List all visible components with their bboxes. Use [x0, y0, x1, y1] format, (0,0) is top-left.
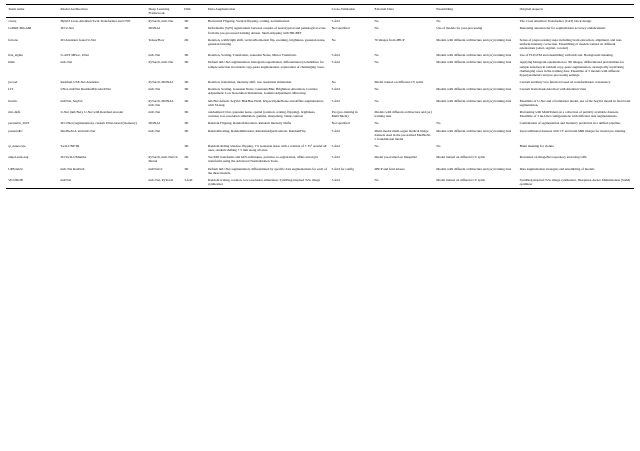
cell-original-aspects: Used additional datasets with CT and brain MRI images for model pre-training: [519, 128, 626, 133]
cell-team-name: lnrcmc: [8, 98, 18, 103]
cell-dim: 3D: [184, 143, 189, 148]
col-ensembling: Ensembling: [436, 6, 454, 11]
col-framework: Deep Learning Framework: [148, 6, 170, 15]
cell-data-augmentation: Horizontal Flipping, Vertical flipping, scaling, normalization: [207, 19, 290, 24]
cell-data-augmentation: RandomScaling, RandomRotation, RandomAdjustContrast, RandomFlip: [207, 128, 306, 133]
cell-framework: PyTorch, MONAI, nnU-Net: [148, 98, 174, 107]
cell-framework: nnU-Net, PyTorch: [148, 177, 174, 182]
cell-data-augmentation: Rotation, Scaling, Gaussian Noise, Gaussian Blur, Brightness Alteration, Contrast Adjustment, Low Resolution Simulation, Gamma Adjustment, Mirroring.: [207, 87, 318, 96]
cell-framework: PyTorch, MONAI: [148, 79, 173, 84]
col-cross-validation: Cross-Validation: [331, 6, 356, 11]
table-row: [6, 78, 634, 85]
cell-ensembling: [434, 78, 517, 85]
cell-model-architecture: Swin UNETR: [60, 143, 80, 148]
col-team-name: Team name: [8, 6, 25, 11]
cell-external-data: dHCP and fetal atlases: [374, 166, 405, 171]
cell-dim: 3D: [184, 109, 189, 114]
cell-model-architecture: UNet, nnUNet ResidualEncoderUNet: [60, 87, 111, 92]
cell-framework: PyTorch, nnU-Net: [148, 60, 174, 65]
cell-ensembling: No: [436, 19, 441, 24]
table-row: [6, 142, 634, 153]
cell-external-data: No: [374, 53, 379, 58]
cell-dim: 3D: [184, 60, 189, 65]
col-original-aspects: Original Aspects: [519, 6, 543, 11]
cell-ensembling: Models with different architecture and (or) training data: [436, 53, 512, 58]
table-row: [6, 165, 634, 176]
cell-team-name: qt_neurocyte: [8, 143, 26, 148]
cell-model-architecture: 2D Swin-UMamba: [60, 155, 87, 160]
cell-framework: nnU-Net: [148, 53, 161, 58]
cell-dim: 3D: [184, 53, 189, 58]
cell-model-architecture: 3D UNet (segmentation), custom UNet-based (biometry): [60, 121, 137, 126]
cell-external-data: Multi-modal multi-organ medical image datasets used in the pre-trained MedNeXt-L foundational model: [374, 128, 432, 141]
cell-dim: 2D: [184, 37, 189, 42]
cell-cross-validation: 5-fold: [331, 98, 340, 103]
cell-external-data: No: [374, 60, 379, 65]
cell-framework: nnU-Net: [148, 128, 161, 133]
cell-cross-validation: 5-fold: [331, 128, 340, 133]
cell-cross-validation: 5-fold: [331, 60, 340, 65]
cell-original-aspects: The Cross Attention Transformer (CAT) block design.: [519, 19, 592, 24]
cell-external-data: Model trained on different CV splits: [374, 79, 424, 84]
cell-original-aspects: Custom brain mask detection with Attention Unet: [519, 87, 587, 92]
cell-team-name: cwerq: [8, 19, 17, 24]
cell-ensembling: Models with different architecture and (or) training data: [436, 166, 512, 171]
cell-external-data: No: [374, 87, 379, 92]
cell-model-architecture: nnU-Net: [60, 60, 73, 65]
cell-team-name: feta_sigma: [8, 53, 23, 58]
cell-model-architecture: 3D U-Net: [60, 26, 74, 31]
cell-data-augmentation: Default nnU-Net augmentation; differentiated by specific data augmentations for each of the three models.: [207, 166, 327, 175]
cell-cross-validation: No: [331, 37, 336, 42]
cell-framework: MONAI: [148, 121, 160, 126]
cell-cross-validation: 5-fold: [331, 143, 340, 148]
cell-external-data: No: [374, 177, 379, 182]
methods-summary-table: [6, 4, 634, 189]
cell-cross-validation: 5-fold: [331, 53, 340, 58]
cell-dim: 3D: [184, 26, 189, 31]
table-row: [6, 127, 634, 142]
cell-cross-validation: 5-fold: [331, 155, 340, 160]
cell-model-architecture: Residual-USE-Net Attention: [60, 79, 99, 84]
cell-data-augmentation: randomized; blur, gaussian noise, spatial (rotation, scaling, flipping), brightness, contrast, low-resolution simulation, gamma, sharpening, blank contrast: [207, 109, 316, 118]
col-dim: Dim: [184, 6, 191, 11]
cell-original-aspects: Custom auxiliary loss function based on transformation consistency.: [519, 79, 611, 84]
cell-model-architecture: 2D Attention Gated U-Net: [60, 37, 96, 42]
cell-original-aspects: Pretrained on ImageNet repository and using GIN.: [519, 155, 588, 160]
cell-cross-validation: Yes (pre-training in MultiTalent): [331, 109, 358, 118]
cell-team-name: pasteurdbc: [8, 128, 23, 133]
cell-dim: 3D: [184, 87, 189, 92]
cell-model-architecture: nnUNet, SegVol: [60, 98, 83, 103]
table-row: [6, 59, 634, 79]
cell-ensembling: Use of models for post-processing: [436, 26, 483, 31]
cell-ensembling: Model trained on different CV splits: [436, 155, 485, 160]
cell-model-architecture: U-aIST MISsc, UNet: [60, 53, 89, 58]
table-row: [6, 97, 634, 108]
cell-cross-validation: Not specified: [331, 121, 350, 126]
cell-cross-validation: 5-fold: [331, 19, 340, 24]
cell-framework: PyTorch, nnU-Net: [148, 19, 174, 24]
table-row: [6, 108, 634, 119]
cell-framework: PyTorch, nnU-Net/v2, Monai: [148, 155, 179, 164]
table-row: [6, 36, 634, 51]
cell-team-name: falcons: [8, 37, 18, 42]
cell-team-name: hilab: [8, 60, 15, 65]
cell-original-aspects: Applying histogram equalization to 3D images, differentiated probabilities for sample selection in random copy-paste augmentation, strategically replicating challenging cases in the training data. Ensemble of 5 models with different hyperparameters and pre-processing settings.: [519, 60, 625, 77]
cell-team-name: UPFetal24: [8, 166, 23, 171]
table-row: [6, 120, 634, 127]
cell-ensembling: Model trained on different CV splits: [436, 177, 485, 182]
cell-ensembling: No: [436, 143, 441, 148]
cell-dim: 3-fold: [184, 177, 193, 182]
cell-data-augmentation: Rotation, translation, intensity shift, low resolution simulation.: [207, 79, 292, 84]
cell-cross-validation: 3-fold: [331, 177, 340, 182]
cell-original-aspects: Brain masking for vienna: [519, 143, 554, 148]
cell-external-data: No: [374, 143, 379, 148]
cell-original-aspects: Ensemble of U-Net and a foundation model, use of the SegVol model in fetal brain segmentation.: [519, 98, 631, 107]
cell-original-aspects: Use of FLExTM and ensembling with nnU-net. Background masking.: [519, 53, 614, 58]
cell-ensembling: [434, 108, 517, 119]
col-external-data: External Data: [374, 6, 394, 11]
cell-original-aspects: Data augmentation strategies and ensembling of models: [519, 166, 595, 171]
cell-cross-validation: Not specified: [331, 26, 350, 31]
cell-external-data: No: [374, 121, 379, 126]
cell-ensembling: Models with different architecture and (or) training data: [436, 37, 512, 42]
cell-data-augmentation: Rotation, Scaling, Translation, Gaussian Noise, Mirror Transform.: [207, 53, 297, 58]
cell-dim: 3D: [184, 98, 189, 103]
cell-ensembling: Models with different architecture and (or) training data: [436, 128, 512, 133]
cell-model-architecture: nnU-Net ResEncL: [60, 166, 86, 171]
cell-dim: 3D: [184, 166, 189, 171]
cell-data-augmentation: Rotation, width/right shift, vertical/horizontal flip, zooming, brightness, gaussian noise, gaussian blurring: [207, 37, 326, 46]
cell-dim: 3D: [184, 19, 189, 24]
cell-framework: [146, 142, 182, 153]
cell-data-augmentation: Default nnU-Net augmentation, histogram equalization, differentiated probabilities for sample selection in random copy-paste augmentation, exploration of challenging cases.: [207, 60, 325, 69]
table-header: [6, 5, 634, 18]
cell-team-name: mic-dkfz: [8, 109, 21, 114]
cell-model-architecture: U-Net (nnUNet), U-Net with Residual encoder: [60, 109, 124, 114]
cell-external-data: No: [374, 98, 379, 103]
cell-cross-validation: No: [331, 79, 336, 84]
col-data-augmentation: Data Augmentation: [207, 6, 236, 11]
cell-original-aspects: Series of preprocessing steps including brain extraction, alignment, and non-uniform intensity correction. Ensembling of models trained on different orientations (axial, sagittal, coronal): [519, 37, 623, 50]
cell-cross-validation: 5-fold: [331, 87, 340, 92]
cell-dim: 3D: [184, 128, 189, 133]
table-body: [6, 17, 634, 188]
cell-dim: 2D: [184, 155, 189, 160]
cell-ensembling: No: [436, 121, 441, 126]
table-row: [6, 154, 634, 165]
cell-framework: TensorFlow: [148, 37, 165, 42]
cell-framework: MONAI: [148, 26, 160, 31]
cell-model-architecture: MedNeXt-L and nnU-Net: [60, 128, 96, 133]
cell-data-augmentation: TorchIO transforms and GIN techniques, pairwise co-registration, affine and rigid transforms using the Advanced Normalization Tools.: [207, 155, 318, 164]
cell-external-data: No: [374, 19, 379, 24]
cell-model-architecture: Hybrid Cross Attention Swin Transformer and CNN: [60, 19, 131, 24]
cell-original-aspects: Pretraining with MultiTalent on a collection of publicly available datasets. Ensemble of 3 nn-Unet configurations with different data augmentations.: [519, 109, 619, 118]
cell-external-data: Models with different architecture and (or) training data: [374, 109, 432, 118]
cell-framework: nnU-Net: [148, 87, 161, 92]
cell-data-augmentation: nnUNet default, SegVol: BlurHue-Field, KSpaceSpikeNoise and Affine augmentation; with SLAug.: [207, 98, 324, 107]
table-header-row: [6, 5, 634, 18]
cell-team-name: LIT: [8, 87, 14, 92]
cell-ensembling: Models with different architecture and (or) training data: [436, 87, 512, 92]
cell-ensembling: Models with different architecture and (or) training data: [436, 98, 512, 103]
cell-framework: nnUNetv2: [148, 166, 163, 171]
table-row: [6, 86, 634, 97]
col-model-architecture: Model Architecture: [60, 6, 88, 11]
cell-original-aspects: Denoising autoencoder for segmentation accuracy enhancement.: [519, 26, 606, 31]
cell-team-name: CeDRE-DiGAIR: [8, 26, 32, 31]
cell-ensembling: Models with different architecture and (or) training data: [436, 60, 512, 65]
cell-dim: 3D: [184, 121, 189, 126]
cell-team-name: paranabir_2023: [8, 121, 30, 126]
cell-data-augmentation: Random sliding window, flipping, 1% Gaussian noise with a rotation of ± 35° around all axes, random shifting ± 5 mm along all axes.: [207, 143, 327, 153]
cell-team-name: jwcrad: [8, 79, 18, 84]
table-row: [6, 25, 634, 36]
cell-original-aspects: Combination of segmentation and biometry prediction in a unified pipeline.: [519, 121, 621, 126]
table-row: [6, 17, 634, 25]
cell-original-aspects: SynthSeg-inspired T2w image synthesizer, Sharpness-Aware Minimization (SAM) optimizer: [519, 177, 631, 187]
cell-data-augmentation: Random scaling, rotation, low-resolution simulation, SynthSeg-inspired T2w image synthesizer: [207, 177, 321, 187]
cell-external-data: Model pre-trained on ImageNet: [374, 155, 417, 160]
cell-team-name: ViCOROB: [8, 177, 23, 182]
table-row: [6, 176, 634, 188]
cell-cross-validation: 5-fold for config: [331, 166, 354, 171]
cell-dim: 3D: [184, 79, 189, 84]
table-row: [6, 52, 634, 59]
cell-model-architecture: nnUNet: [60, 177, 72, 182]
cell-data-augmentation: Random Flipping, Random Rotation, Random Intensity Shifts: [207, 121, 292, 126]
cell-framework: nnU-Net: [148, 109, 161, 114]
cell-data-augmentation: Deformable (SyN) registrations between couples of neurotypical and pathological scans from the pre-processed training dataset. Skull-stripping with HD-BET: [207, 26, 326, 35]
cell-external-data: 70 images from dHCP: [374, 37, 405, 42]
cell-team-name: unipd-sum-aug: [8, 155, 29, 160]
cell-external-data: No: [374, 26, 379, 31]
